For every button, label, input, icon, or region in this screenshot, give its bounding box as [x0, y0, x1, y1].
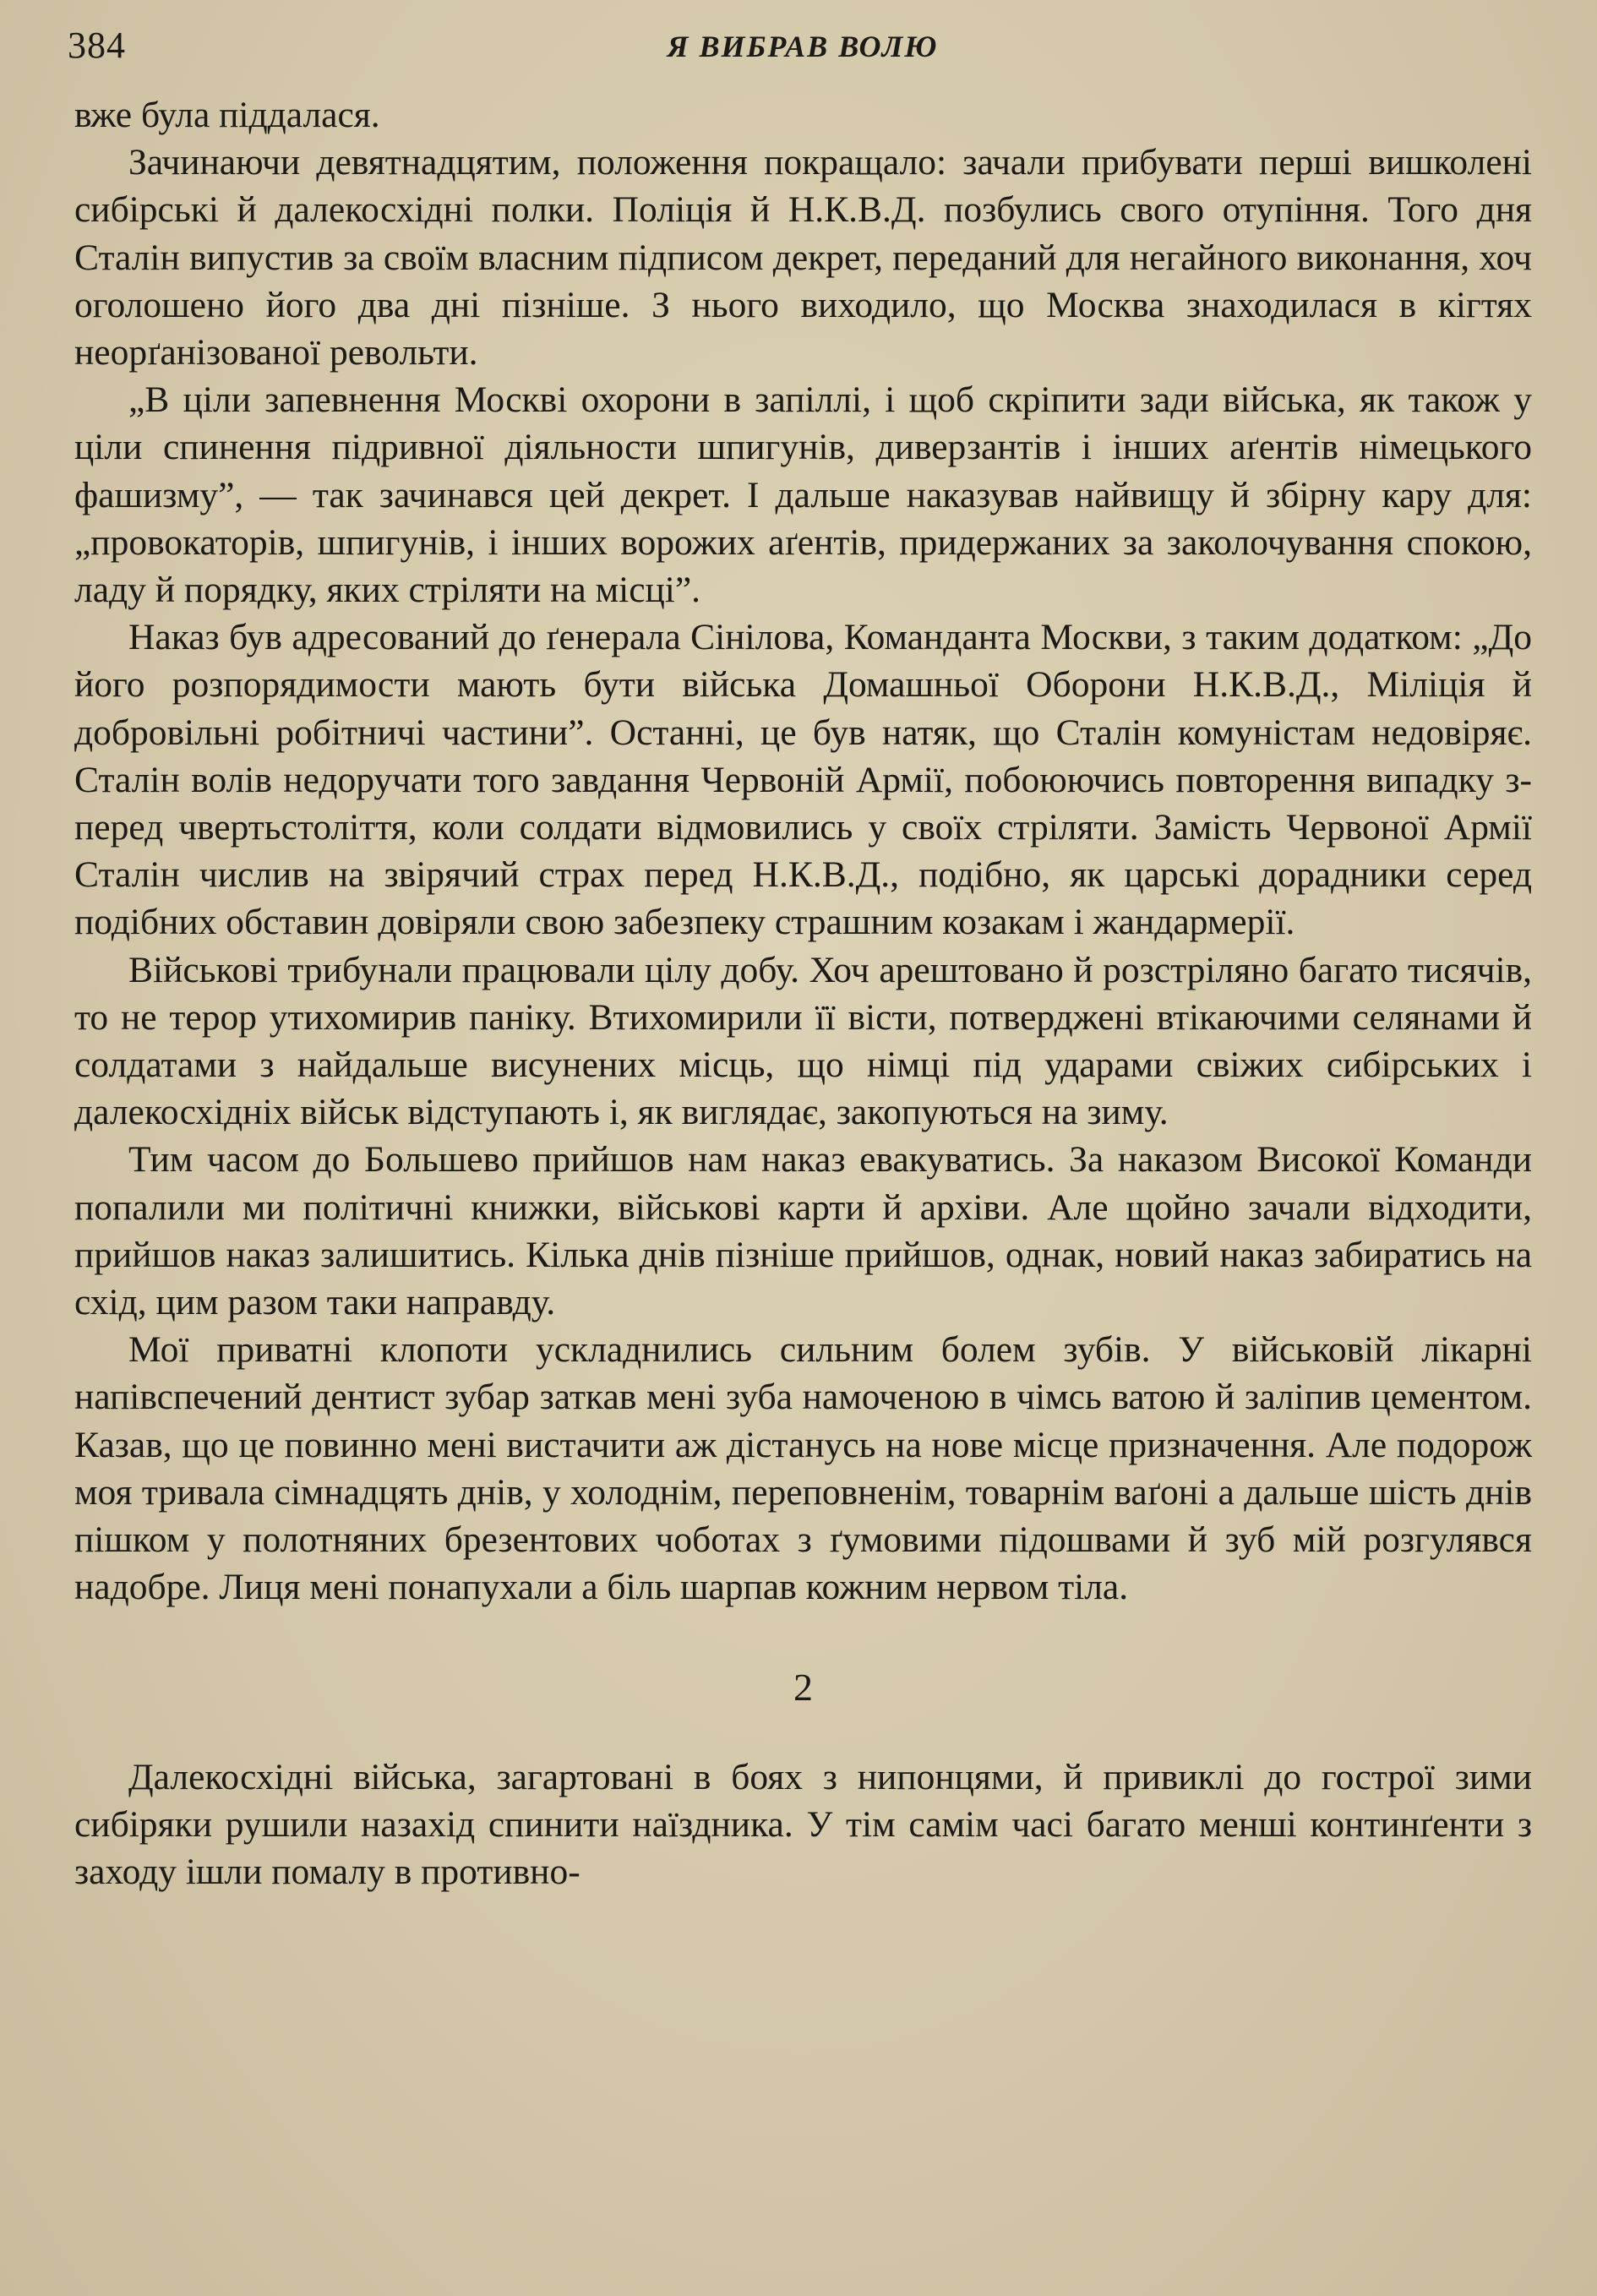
running-title: Я ВИБРАВ ВОЛЮ [667, 30, 939, 63]
page-header [68, 24, 1538, 83]
page-body [74, 91, 1532, 1895]
paragraph: Зачинаючи девятнадцятим, положення покращало: зачали прибувати перші вишколені сибірські й далекосхідні полки. Поліція й Н.К.В.Д. позбулись свого отупіння. Того дня Сталін випустив за своїм власним підписом декрет, переданий для негайного виконання, хоч оголошено його два дні пізніше. З нього виходило, що Москва знаходилася в кігтях неорґанізованої револьти. [74, 142, 1532, 374]
paragraph-continuation: вже була піддалася. [74, 95, 380, 135]
paragraph: Військові трибунали працювали цілу добу. Хоч арештовано й розстріляно багато тисячів, то не терор утихомирив паніку. Втихомирили її вісти, потверджені втікаючими селянами й солдатами з найдальше висунених місць, що німці під ударами свіжих сибірських і далекосхідніх військ відступають і, як виглядає, закопуються на зиму. [74, 949, 1532, 1133]
paragraph: „В ціли запевнення Москві охорони в запіллі, і щоб скріпити зади війська, як також у ціли спинення підривної діяльности шпигунів, диверзантів і інших аґентів німецького фашизму”, — так зачинався цей декрет. І дальше наказував найвищу й збірну кару для: „провокаторів, шпигунів, і інших ворожих аґентів, придержаних за заколочування спокою, ладу й порядку, яких стріляти на місці”. [74, 379, 1532, 611]
page-number: 384 [68, 25, 126, 66]
paragraph: Далекосхідні війська, загартовані в боях з нипонцями, й привиклі до гострої зими сибіряки рушили назахід спинити наїздника. У тім самім часі багато менші континґенти з заходу ішли помалу в противно- [74, 1756, 1532, 1893]
paragraph: Наказ був адресований до ґенерала Сінілова, Команданта Москви, з таким додатком: „До його розпорядимости мають бути війська Домашньої Оборони Н.К.В.Д., Міліція й добровільні робітничі частини”. Останні, це був натяк, що Сталін комуністам недовіряє. Сталін волів недоручати того завдання Червоній Армії, побоюючись повторення випадку з-перед чвертьстоліття, коли солдати відмовились у своїх стріляти. Замість Червоної Армії Сталін числив на звірячий страх перед Н.К.В.Д., подібно, як царські дорадники серед подібних обставин довіряли свою забезпеку страшним козакам і жандармерії. [74, 617, 1532, 943]
section-number: 2 [793, 1665, 813, 1709]
paragraph: Тим часом до Большево прийшов нам наказ евакуватись. За наказом Високої Команди попалили ми політичні книжки, військові карти й архіви. Але щойно зачали відходити, прийшов наказ залишитись. Кілька днів пізніше прийшов, однак, новий наказ забиратись на схід, цим разом таки направду. [74, 1139, 1532, 1323]
paragraph: Мої приватні клопоти ускладнились сильним болем зубів. У військовій лікарні напівспечений дентист зубар заткав мені зуба намоченою в чімсь ватою й заліпив цементом. Казав, що це повинно мені вистачити аж дістанусь на нове місце призначення. Але подорож моя тривала сімнадцять днів, у холоднім, переповненім, товарнім ваґоні а дальше шість днів пішком у полотняних брезентових чоботах з ґумовими підошвами й зуб мій розгулявся надобре. Лиця мені понапухали а біль шарпав кожним нервом тіла. [74, 1329, 1532, 1608]
